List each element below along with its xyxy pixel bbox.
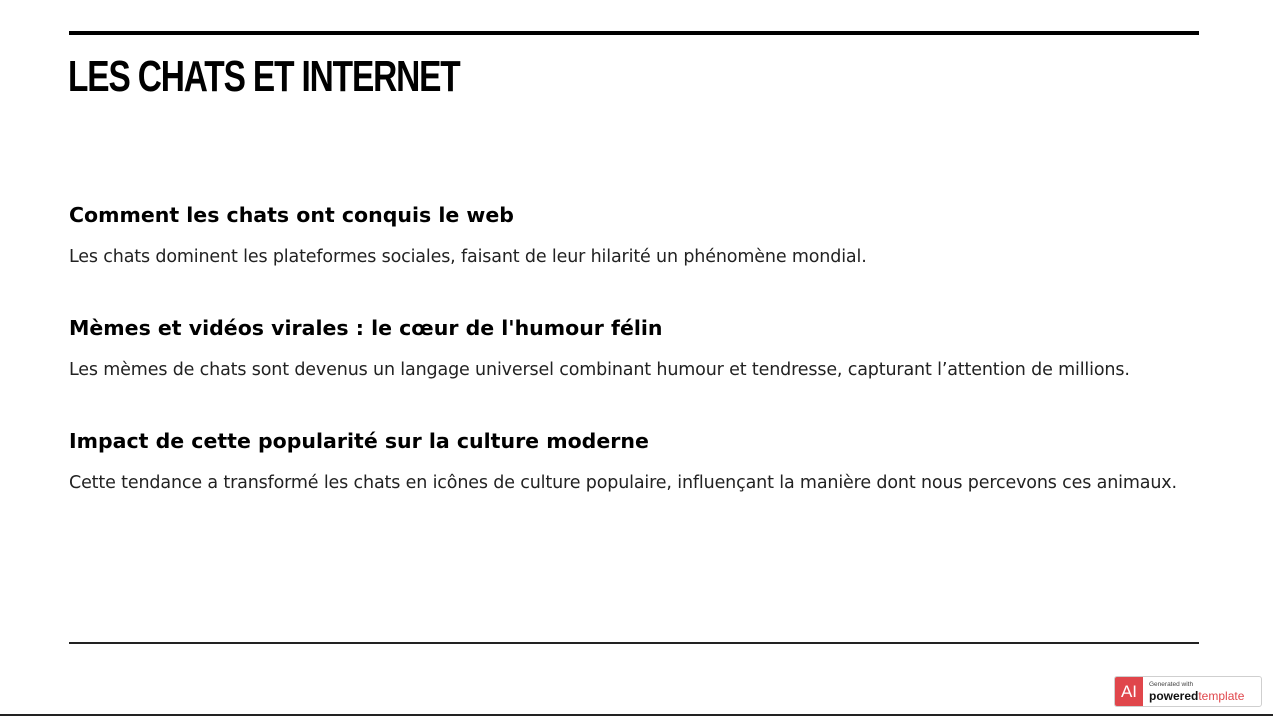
section-2 [69,314,1199,388]
section-heading: Impact de cette popularité sur la culture moderne [69,429,649,453]
section-heading: Mèmes et vidéos virales : le cœur de l'humour félin [69,316,663,340]
ai-logo-icon: AI [1115,677,1143,706]
section-body: Les chats dominent les plateformes sociales, faisant de leur hilarité un phénomène mondial. [69,247,867,267]
bottom-divider [69,642,1199,644]
badge-brand-bold: powered [1149,688,1199,703]
badge-brand-light: template [1198,688,1245,703]
badge-brand [1149,689,1244,703]
badge-caption: Generated with [1149,680,1194,688]
section-3 [69,427,1199,501]
section-1 [69,201,1199,275]
section-heading: Comment les chats ont conquis le web [69,203,514,227]
slide-title: LES CHATS ET INTERNET [68,52,460,101]
generated-with-badge[interactable] [1114,676,1262,707]
section-body: Cette tendance a transformé les chats en icônes de culture populaire, influençant la manière dont nous percevons ces animaux. [69,473,1177,493]
top-divider [69,31,1199,35]
section-body: Les mèmes de chats sont devenus un langage universel combinant humour et tendresse, capturant l’attention de millions. [69,360,1130,380]
badge-text [1149,681,1244,703]
